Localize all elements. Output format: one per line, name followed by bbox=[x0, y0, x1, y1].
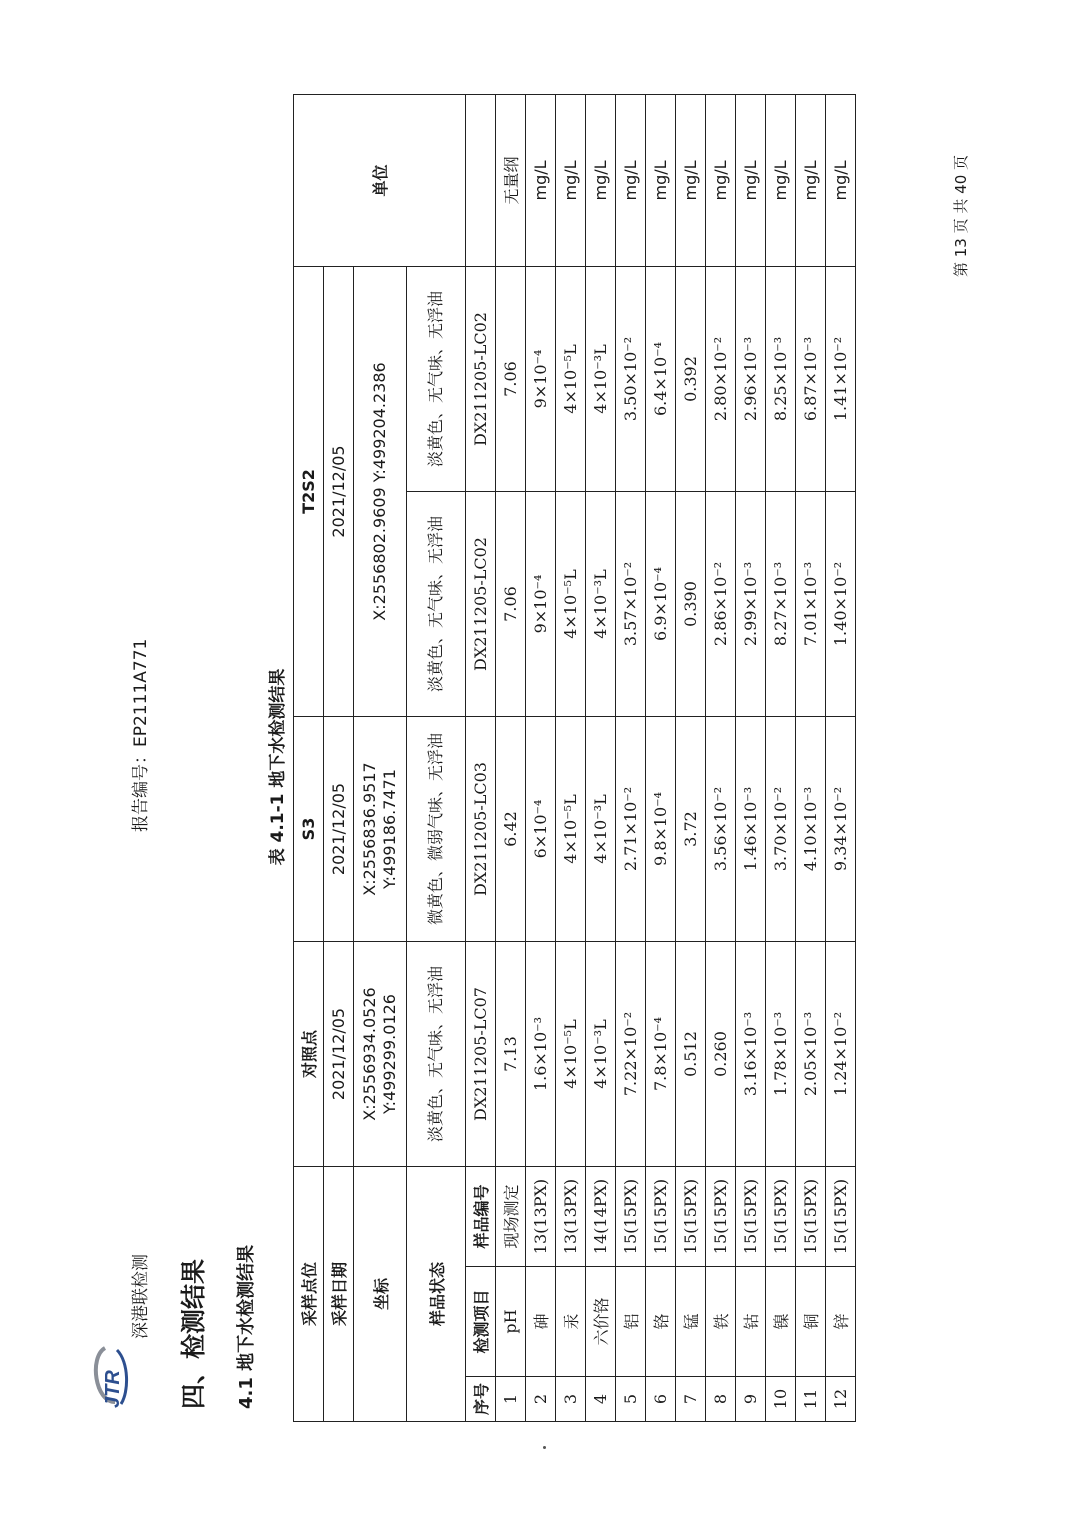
row-seq: 5 bbox=[616, 1377, 646, 1422]
date-t2s2: 2021/12/05 bbox=[324, 266, 354, 716]
row-unit: mg/L bbox=[706, 94, 736, 266]
row-method: 15(15PX) bbox=[796, 1167, 826, 1267]
row-t2s2-b-value: 0.392 bbox=[676, 266, 706, 491]
row-t2s2-b-value: 6.4×10⁻⁴ bbox=[646, 266, 676, 491]
row-t2s2-a-value: 3.57×10⁻² bbox=[616, 492, 646, 717]
unit-blank bbox=[466, 94, 496, 266]
row-t2s2-a-value: 8.27×10⁻³ bbox=[766, 492, 796, 717]
sample-no-header: 样品编号 bbox=[466, 1167, 496, 1267]
table-row bbox=[706, 94, 736, 1421]
state-s3: 微黄色、微弱气味、无浮油 bbox=[407, 717, 466, 942]
coord-t2s2: X:2556802.9609 Y:499204.2386 bbox=[354, 266, 407, 716]
date-s3: 2021/12/05 bbox=[324, 717, 354, 942]
logo-text: JTR bbox=[102, 1370, 124, 1408]
row-method: 15(15PX) bbox=[736, 1167, 766, 1267]
row-t2s2-a-value: 1.40×10⁻² bbox=[826, 492, 856, 717]
row-t2s2-a-value: 4×10⁻³L bbox=[586, 492, 616, 717]
row-unit: mg/L bbox=[526, 94, 556, 266]
row-item: 铝 bbox=[616, 1267, 646, 1377]
row-s3-value: 3.70×10⁻² bbox=[766, 717, 796, 942]
row-item: 铁 bbox=[706, 1267, 736, 1377]
row-t2s2-b-value: 4×10⁻³L bbox=[586, 266, 616, 491]
row-t2s2-b-value: 9×10⁻⁴ bbox=[526, 266, 556, 491]
row-seq: 10 bbox=[766, 1377, 796, 1422]
row-t2s2-b-value: 2.96×10⁻³ bbox=[736, 266, 766, 491]
state-t2s2-a: 淡黄色、无气味、无浮油 bbox=[407, 492, 466, 717]
row-s3-value: 9.34×10⁻² bbox=[826, 717, 856, 942]
row-ref-value: 4×10⁻⁵L bbox=[556, 942, 586, 1167]
row-s3-value: 6×10⁻⁴ bbox=[526, 717, 556, 942]
row-method: 15(15PX) bbox=[826, 1167, 856, 1267]
row-t2s2-b-value: 2.80×10⁻² bbox=[706, 266, 736, 491]
row-ref-value: 4×10⁻³L bbox=[586, 942, 616, 1167]
site-label: 采样点位 bbox=[294, 1167, 324, 1422]
row-t2s2-a-value: 7.01×10⁻³ bbox=[796, 492, 826, 717]
coord-s3: X:2556836.9517 Y:499186.7471 bbox=[354, 717, 407, 942]
date-ref: 2021/12/05 bbox=[324, 942, 354, 1167]
row-item: 砷 bbox=[526, 1267, 556, 1377]
site-s3: S3 bbox=[294, 717, 324, 942]
row-ref-value: 7.8×10⁻⁴ bbox=[646, 942, 676, 1167]
state-t2s2-b: 淡黄色、无气味、无浮油 bbox=[407, 266, 466, 491]
row-s3-value: 3.56×10⁻² bbox=[706, 717, 736, 942]
section-title: 四、检测结果 bbox=[179, 1258, 208, 1409]
row-t2s2-a-value: 6.9×10⁻⁴ bbox=[646, 492, 676, 717]
row-unit: mg/L bbox=[796, 94, 826, 266]
row-unit: mg/L bbox=[736, 94, 766, 266]
row-seq: 9 bbox=[736, 1377, 766, 1422]
row-item: 铜 bbox=[796, 1267, 826, 1377]
row-t2s2-a-value: 2.86×10⁻² bbox=[706, 492, 736, 717]
sample-id-t2s2-a: DX211205-LC02 bbox=[466, 492, 496, 717]
row-t2s2-a-value: 0.390 bbox=[676, 492, 706, 717]
row-s3-value: 4×10⁻³L bbox=[586, 717, 616, 942]
row-item: pH bbox=[496, 1267, 526, 1377]
row-ref-value: 1.78×10⁻³ bbox=[766, 942, 796, 1167]
row-s3-value: 9.8×10⁻⁴ bbox=[646, 717, 676, 942]
item-header: 检测项目 bbox=[466, 1267, 496, 1377]
row-method: 13(13PX) bbox=[556, 1167, 586, 1267]
row-s3-value: 6.42 bbox=[496, 717, 526, 942]
row-ref-value: 7.13 bbox=[496, 942, 526, 1167]
table-row bbox=[676, 94, 706, 1421]
row-seq: 11 bbox=[796, 1377, 826, 1422]
row-ref-value: 7.22×10⁻² bbox=[616, 942, 646, 1167]
table-row bbox=[766, 94, 796, 1421]
row-s3-value: 3.72 bbox=[676, 717, 706, 942]
row-t2s2-a-value: 4×10⁻⁵L bbox=[556, 492, 586, 717]
table-row bbox=[496, 94, 526, 1421]
row-ref-value: 0.512 bbox=[676, 942, 706, 1167]
row-method: 14(14PX) bbox=[586, 1167, 616, 1267]
row-t2s2-b-value: 8.25×10⁻³ bbox=[766, 266, 796, 491]
row-seq: 2 bbox=[526, 1377, 556, 1422]
row-unit: mg/L bbox=[616, 94, 646, 266]
row-method: 15(15PX) bbox=[766, 1167, 796, 1267]
row-item: 六价铬 bbox=[586, 1267, 616, 1377]
row-t2s2-a-value: 9×10⁻⁴ bbox=[526, 492, 556, 717]
row-ref-value: 1.6×10⁻³ bbox=[526, 942, 556, 1167]
row-unit: mg/L bbox=[826, 94, 856, 266]
row-seq: 4 bbox=[586, 1377, 616, 1422]
row-method: 现场测定 bbox=[496, 1167, 526, 1267]
state-ref: 淡黄色、无气味、无浮油 bbox=[407, 942, 466, 1167]
coord-ref: X:2556934.0526 Y:499299.0126 bbox=[354, 942, 407, 1167]
table-row bbox=[736, 94, 766, 1421]
row-method: 13(13PX) bbox=[526, 1167, 556, 1267]
unit-header: 单位 bbox=[294, 94, 466, 266]
row-t2s2-a-value: 2.99×10⁻³ bbox=[736, 492, 766, 717]
row-method: 15(15PX) bbox=[616, 1167, 646, 1267]
row-t2s2-b-value: 6.87×10⁻³ bbox=[796, 266, 826, 491]
row-seq: 1 bbox=[496, 1377, 526, 1422]
row-s3-value: 4.10×10⁻³ bbox=[796, 717, 826, 942]
row-item: 汞 bbox=[556, 1267, 586, 1377]
groundwater-results-table bbox=[293, 94, 856, 1422]
row-item: 锌 bbox=[826, 1267, 856, 1377]
table-row bbox=[556, 94, 586, 1421]
row-seq: 6 bbox=[646, 1377, 676, 1422]
state-label: 样品状态 bbox=[407, 1167, 466, 1422]
row-item: 镍 bbox=[766, 1267, 796, 1377]
row-s3-value: 2.71×10⁻² bbox=[616, 717, 646, 942]
sample-id-s3: DX211205-LC03 bbox=[466, 717, 496, 942]
table-row bbox=[526, 94, 556, 1421]
scan-dot bbox=[543, 1446, 546, 1449]
row-ref-value: 2.05×10⁻³ bbox=[796, 942, 826, 1167]
row-unit: mg/L bbox=[676, 94, 706, 266]
row-unit: mg/L bbox=[766, 94, 796, 266]
row-t2s2-b-value: 3.50×10⁻² bbox=[616, 266, 646, 491]
row-seq: 3 bbox=[556, 1377, 586, 1422]
row-item: 钴 bbox=[736, 1267, 766, 1377]
site-ref: 对照点 bbox=[294, 942, 324, 1167]
sample-id-ref: DX211205-LC07 bbox=[466, 942, 496, 1167]
page-number: 第 13 页 共 40 页 bbox=[952, 154, 970, 277]
row-t2s2-b-value: 7.06 bbox=[496, 266, 526, 491]
row-unit: 无量纲 bbox=[496, 94, 526, 266]
row-item: 锰 bbox=[676, 1267, 706, 1377]
row-ref-value: 0.260 bbox=[706, 942, 736, 1167]
company-logo bbox=[85, 1342, 133, 1412]
seq-header: 序号 bbox=[466, 1377, 496, 1422]
sample-id-t2s2-b: DX211205-LC02 bbox=[466, 266, 496, 491]
row-method: 15(15PX) bbox=[676, 1167, 706, 1267]
table-row bbox=[646, 94, 676, 1421]
row-seq: 7 bbox=[676, 1377, 706, 1422]
table-row bbox=[826, 94, 856, 1421]
coord-label: 坐标 bbox=[354, 1167, 407, 1422]
table-row bbox=[796, 94, 826, 1421]
row-s3-value: 4×10⁻⁵L bbox=[556, 717, 586, 942]
row-method: 15(15PX) bbox=[706, 1167, 736, 1267]
row-t2s2-b-value: 1.41×10⁻² bbox=[826, 266, 856, 491]
site-t2s2: T2S2 bbox=[294, 266, 324, 716]
row-t2s2-b-value: 4×10⁻⁵L bbox=[556, 266, 586, 491]
row-seq: 12 bbox=[826, 1377, 856, 1422]
table-row bbox=[616, 94, 646, 1421]
section-subtitle: 4.1 地下水检测结果 bbox=[236, 1244, 257, 1409]
table-row bbox=[586, 94, 616, 1421]
row-unit: mg/L bbox=[556, 94, 586, 266]
company-name: 深港联检测 bbox=[131, 1254, 151, 1339]
row-s3-value: 1.46×10⁻³ bbox=[736, 717, 766, 942]
row-method: 15(15PX) bbox=[646, 1167, 676, 1267]
date-label: 采样日期 bbox=[324, 1167, 354, 1422]
row-item: 铬 bbox=[646, 1267, 676, 1377]
row-ref-value: 3.16×10⁻³ bbox=[736, 942, 766, 1167]
row-unit: mg/L bbox=[646, 94, 676, 266]
row-seq: 8 bbox=[706, 1377, 736, 1422]
row-unit: mg/L bbox=[586, 94, 616, 266]
table-caption: 表 4.1-1 地下水检测结果 bbox=[268, 668, 288, 866]
row-ref-value: 1.24×10⁻² bbox=[826, 942, 856, 1167]
report-number: 报告编号：EP2111A771 bbox=[131, 638, 151, 832]
row-t2s2-a-value: 7.06 bbox=[496, 492, 526, 717]
